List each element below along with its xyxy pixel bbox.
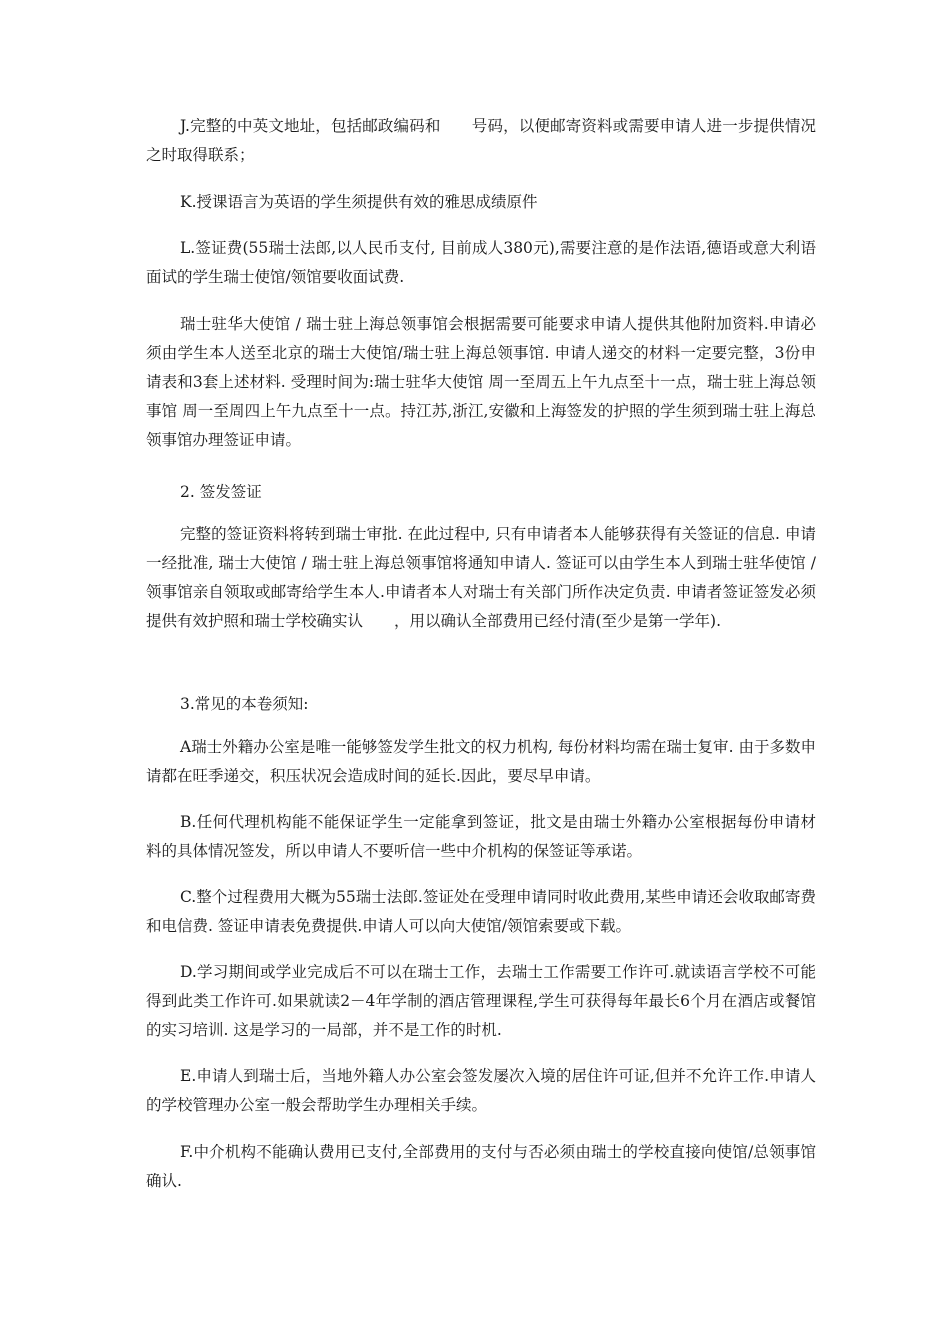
paragraph-issue-visa: 完整的签证资料将转到瑞士审批. 在此过程中, 只有申请者本人能够获得有关签证的信息. 申请一经批准, 瑞士大使馆 / 瑞士驻上海总领事馆将通知申请人. 签证可以由学生本人到瑞士驻华使馆 / 领事馆亲自领取或邮寄给学生本人.申请者本人对瑞士有关部门所作决定负责. 申请者签证签发必须提供有效护照和瑞士学校确实认 ，用以确认全部费用已经付清(至少是第一学年). (146, 525, 821, 630)
paragraph-note-c: C.整个过程费用大概为55瑞士法郎.签证处在受理申请同时收此费用,某些申请还会收取邮寄费和电信费. 签证申请表免费提供.申请人可以向大使馆/领馆索要或下载。 (146, 888, 816, 935)
paragraph-note-a: A瑞士外籍办公室是唯一能够签发学生批文的权力机构, 每份材料均需在瑞士复审. 由于多数申请都在旺季递交，积压状况会造成时间的延长.因此，要尽早申请。 (146, 738, 816, 785)
paragraph-note-f: F.中介机构不能确认费用已支付,全部费用的支付与否必须由瑞士的学校直接向使馆/总领事馆 确认. (146, 1143, 848, 1190)
paragraph-embassy-info: 瑞士驻华大使馆 / 瑞士驻上海总领事馆会根据需要可能要求申请人提供其他附加资料.申请必须由学生本人送至北京的瑞士大使馆/瑞士驻上海总领事馆. 申请人递交的材料一定要完整，3份申请表和3套上述材料. 受理时间为:瑞士驻华大使馆 周一至周五上午九点至十一点，瑞士驻上海总领事馆 周一至周四上午九点至十一点。持江苏,浙江,安徽和上海签发的护照的学生须到瑞士驻上海总领事馆办理签证申请。 (146, 315, 816, 449)
paragraph-note-b: B.任何代理机构能不能保证学生一定能拿到签证，批文是由瑞士外籍办公室根据每份申请材料的具体情况签发，所以申请人不要听信一些中介机构的保签证等承诺。 (146, 813, 816, 860)
section-heading-issue-visa: 2. 签发签证 (180, 483, 262, 501)
section-heading-notes: 3.常见的本卷须知: (180, 695, 309, 713)
paragraph-note-e: E.申请人到瑞士后，当地外籍人办公室会签发屡次入境的居住许可证,但并不允许工作.申请人的学校管理办公室一般会帮助学生办理相关手续。 (146, 1067, 816, 1114)
paragraph-l-visa-fee: L.签证费(55瑞士法郎,以人民币支付, 目前成人380元),需要注意的是作法语,德语或意大利语面试的学生瑞士使馆/领馆要收面试费. (146, 239, 816, 286)
paragraph-k-ielts: K.授课语言为英语的学生须提供有效的雅思成绩原件 (180, 193, 538, 211)
paragraph-note-d: D.学习期间或学业完成后不可以在瑞士工作，去瑞士工作需要工作许可.就读语言学校不可能得到此类工作许可.如果就读2－4年学制的酒店管理课程,学生可获得每年最长6个月在酒店或餐馆的实习培训. 这是学习的一局部，并不是工作的时机. (146, 963, 816, 1039)
paragraph-j-address: J.完整的中英文地址，包括邮政编码和 号码，以便邮寄资料或需要申请人进一步提供情况之时取得联系； (146, 117, 816, 164)
